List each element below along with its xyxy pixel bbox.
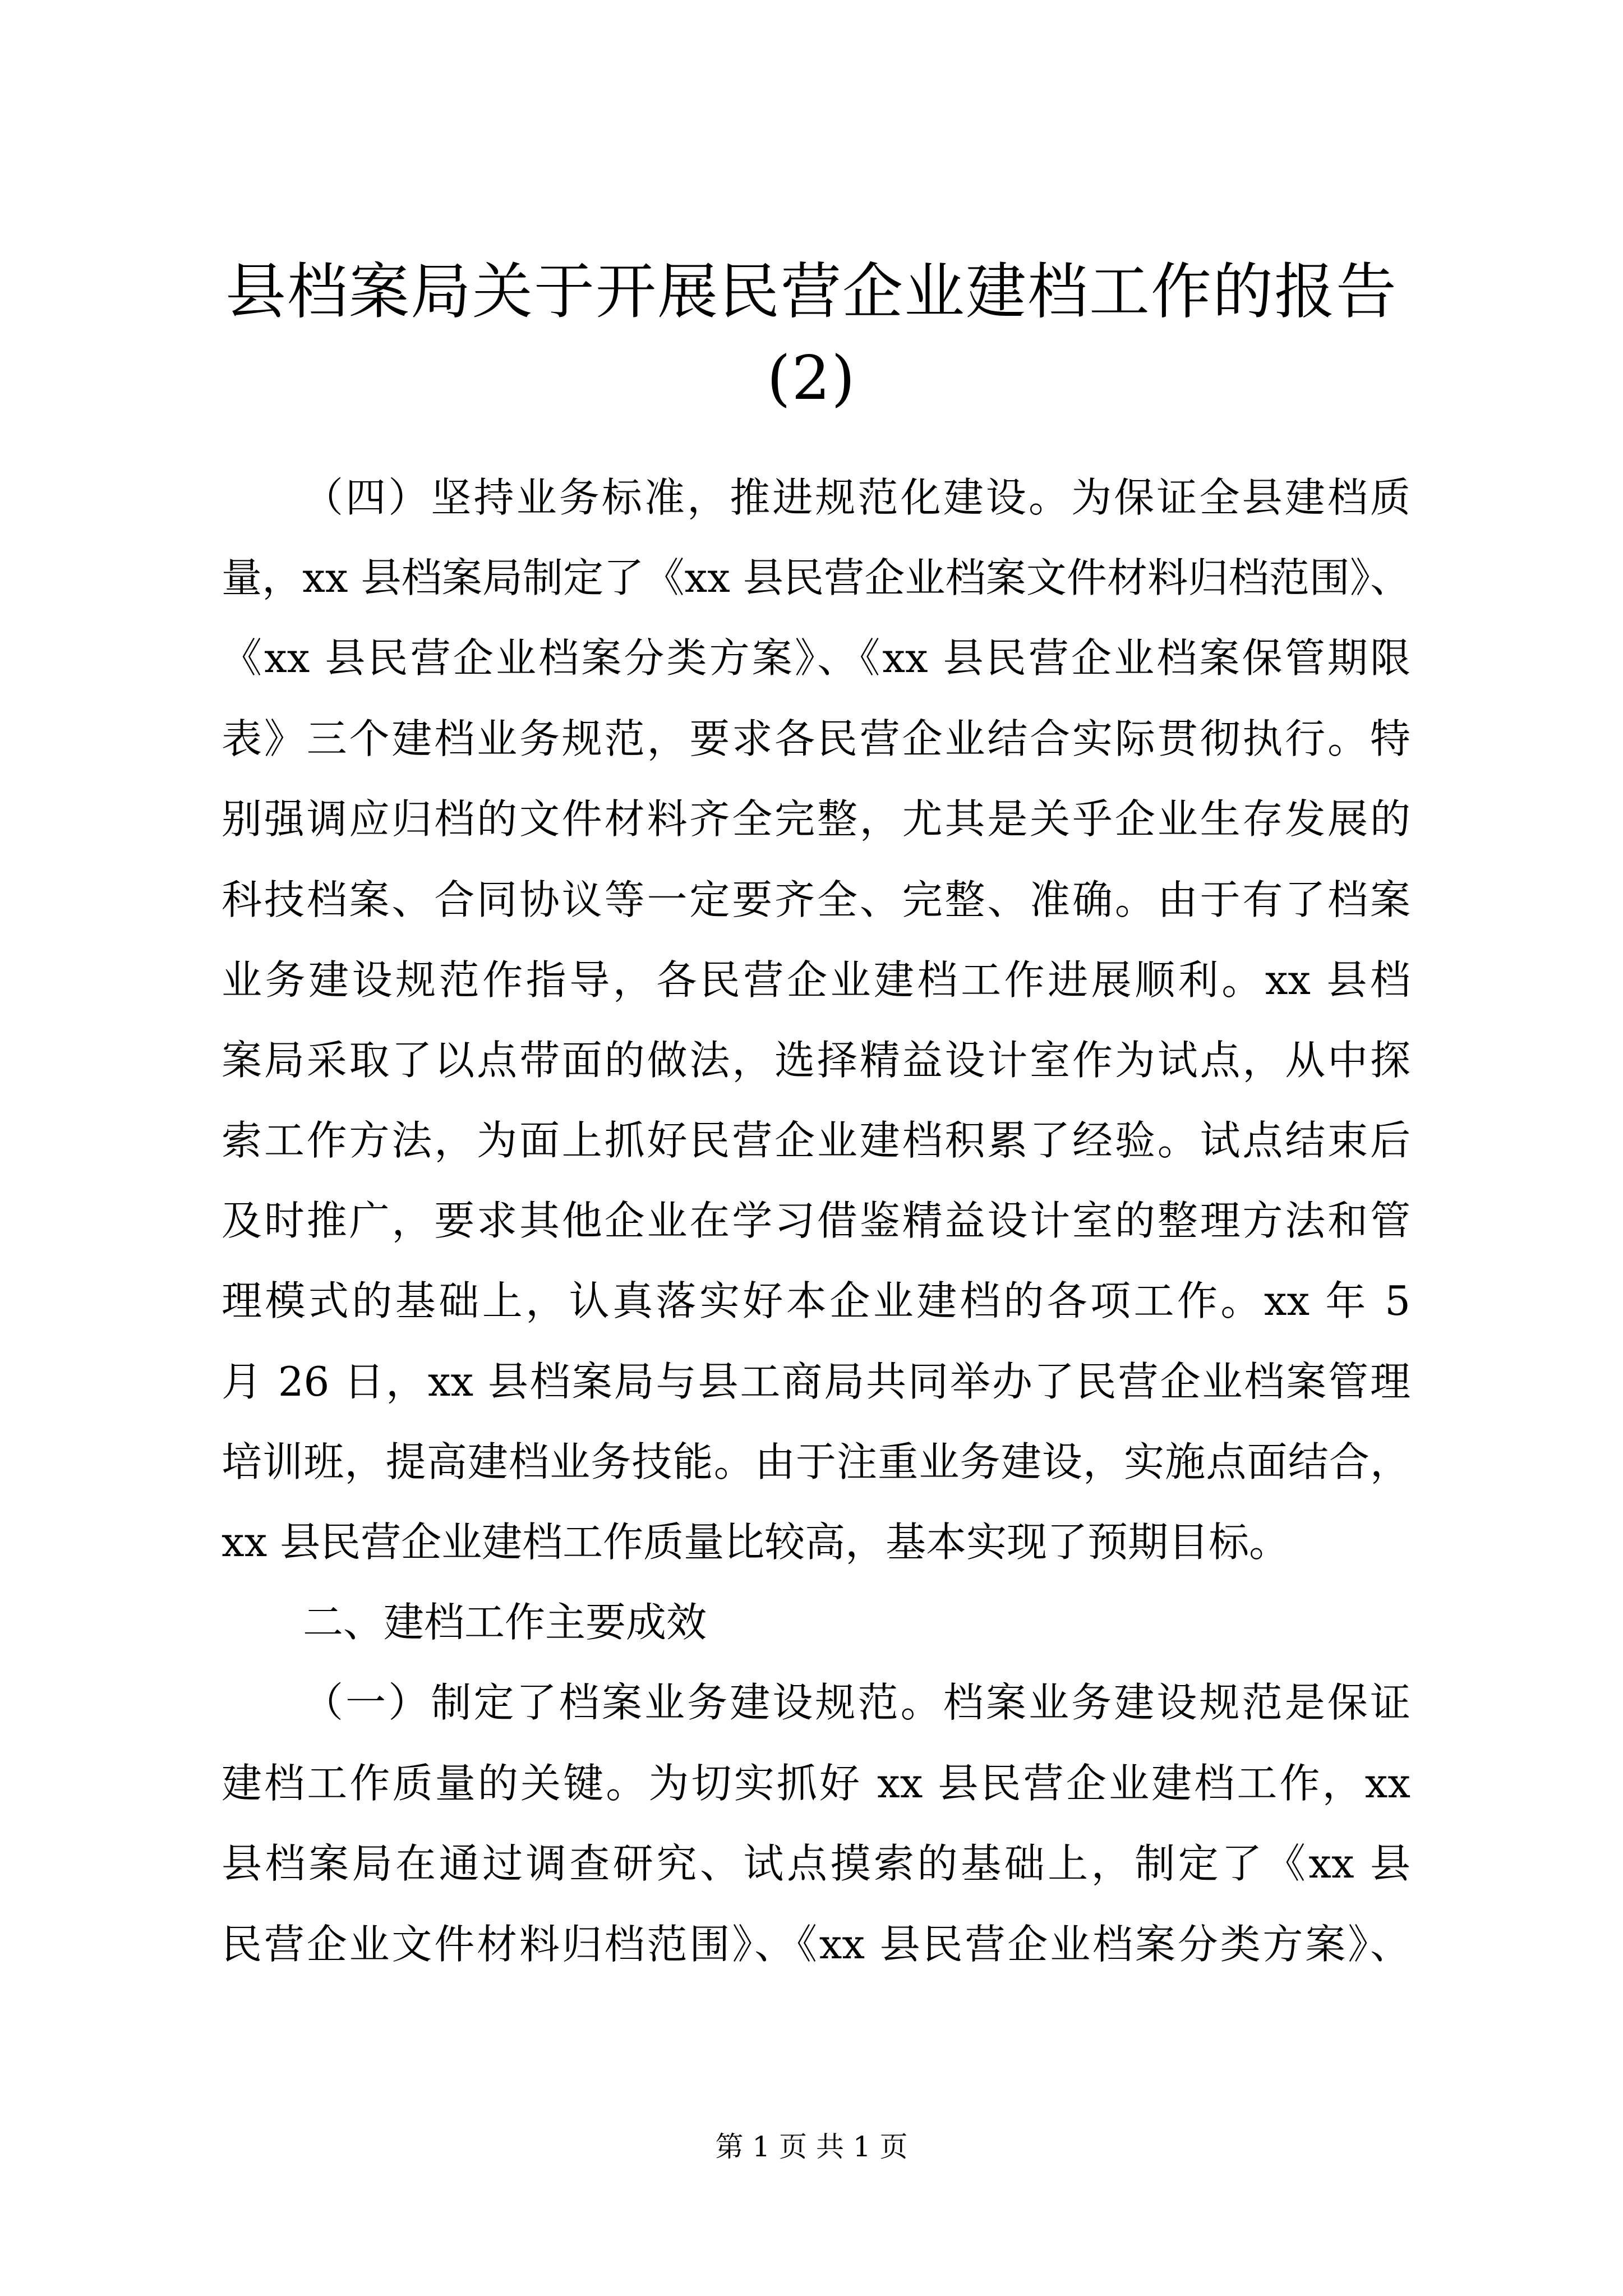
paragraph-line: 民营企业文件材料归档范围》、《xx 县民营企业档案分类方案》、 bbox=[222, 1921, 1410, 1968]
paragraph-line: 建档工作质量的关键。为切实抓好 xx 县民营企业建档工作，xx bbox=[222, 1760, 1410, 1807]
paragraph-line: 业务建设规范作指导，各民营企业建档工作进展顺利。xx 县档 bbox=[222, 956, 1410, 1004]
paragraph-line: 《xx 县民营企业档案分类方案》、《xx 县民营企业档案保管期限 bbox=[222, 634, 1410, 682]
document-title-line-2: (2) bbox=[767, 343, 856, 413]
paragraph-line: 科技档案、合同协议等一定要齐全、完整、准确。由于有了档案 bbox=[222, 876, 1410, 923]
paragraph-line: 量，xx 县档案局制定了《xx 县民营企业档案文件材料归档范围》、 bbox=[222, 554, 1410, 601]
page-number-footer: 第 1 页 共 1 页 bbox=[715, 2131, 908, 2163]
paragraph-line: （一）制定了档案业务建设规范。档案业务建设规范是保证 bbox=[303, 1679, 1410, 1726]
paragraph-line: 县档案局在通过调查研究、试点摸索的基础上，制定了《xx 县 bbox=[222, 1840, 1410, 1887]
document-title-line-1: 县档案局关于开展民营企业建档工作的报告 bbox=[225, 257, 1398, 327]
paragraph-line: 培训班，提高建档业务技能。由于注重业务建设，实施点面结合， bbox=[222, 1438, 1410, 1485]
paragraph-line: 索工作方法，为面上抓好民营企业建档积累了经验。试点结束后 bbox=[222, 1117, 1410, 1164]
paragraph-line: 及时推广，要求其他企业在学习借鉴精益设计室的整理方法和管 bbox=[222, 1197, 1410, 1244]
section-heading: 二、建档工作主要成效 bbox=[303, 1599, 707, 1646]
paragraph-line: 月 26 日，xx 县档案局与县工商局共同举办了民营企业档案管理 bbox=[222, 1358, 1410, 1405]
paragraph-line: 理模式的基础上，认真落实好本企业建档的各项工作。xx 年 5 bbox=[222, 1277, 1410, 1324]
paragraph-line: 案局采取了以点带面的做法，选择精益设计室作为试点，从中探 bbox=[222, 1037, 1410, 1084]
paragraph-line: xx 县民营企业建档工作质量比较高，基本实现了预期目标。 bbox=[222, 1519, 1290, 1566]
paragraph-line: （四）坚持业务标准，推进规范化建设。为保证全县建档质 bbox=[303, 474, 1410, 521]
paragraph-line: 别强调应归档的文件材料齐全完整，尤其是关乎企业生存发展的 bbox=[222, 795, 1410, 843]
paragraph-line: 表》三个建档业务规范，要求各民营企业结合实际贯彻执行。特 bbox=[222, 715, 1410, 762]
